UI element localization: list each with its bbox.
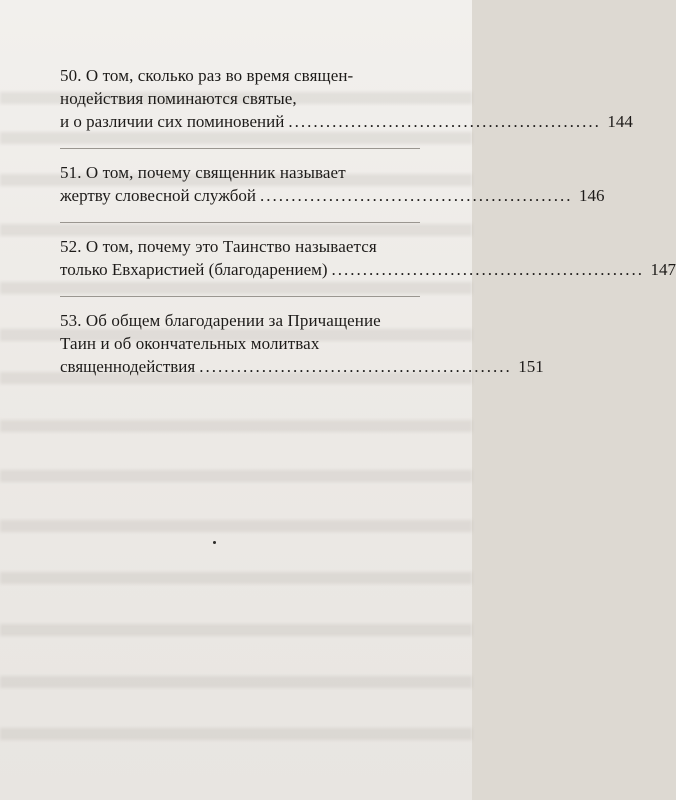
page-number: 147	[650, 260, 676, 279]
page-number: 144	[607, 112, 633, 131]
toc-entry-52	[60, 235, 676, 281]
toc-entry-line: 50. О том, сколько раз во время священ-	[60, 66, 354, 85]
toc-entry-line: 51. О том, почему священник называет	[60, 163, 346, 182]
small-dot-mark	[213, 541, 216, 544]
dot-leader: ..................................................	[199, 357, 512, 376]
toc-entry-line: 53. Об общем благодарении за Причащение	[60, 311, 381, 330]
bleed-line	[0, 420, 472, 432]
toc-entry-line: Таин и об окончательных молитвах	[60, 334, 320, 353]
toc-entry-last-line	[60, 258, 676, 281]
entry-divider	[60, 148, 420, 149]
toc-entry-line: 52. О том, почему это Таинство называется	[60, 237, 377, 256]
toc-entry-last-line	[60, 355, 544, 378]
bleed-line	[0, 470, 472, 482]
dot-leader: ..................................................	[288, 112, 601, 131]
toc-entry-title-end: священнодействия	[60, 357, 196, 376]
dot-leader: ..................................................	[259, 186, 573, 205]
entry-divider	[60, 222, 420, 223]
dot-leader: ..................................................	[331, 260, 645, 279]
toc-entry-last-line	[60, 110, 633, 133]
toc-entry-last-line	[60, 184, 605, 207]
table-of-contents	[60, 64, 676, 393]
bleed-line	[0, 520, 472, 532]
toc-entry-title-end: только Евхаристией (благодарением)	[60, 260, 328, 279]
bleed-line	[0, 624, 472, 636]
bleed-line	[0, 676, 472, 688]
page-number: 151	[518, 357, 544, 376]
entry-divider	[60, 296, 420, 297]
bleed-line	[0, 572, 472, 584]
toc-entry-50	[60, 64, 633, 133]
toc-entry-51	[60, 161, 605, 207]
page-number: 146	[578, 186, 605, 205]
bleed-line	[0, 728, 472, 740]
toc-entry-title-end: и о различии сих поминовений	[60, 112, 285, 131]
toc-entry-53	[60, 309, 544, 378]
toc-entry-title-end: жертву словесной службой	[60, 186, 256, 205]
toc-entry-line: нодействия поминаются святые,	[60, 89, 297, 108]
